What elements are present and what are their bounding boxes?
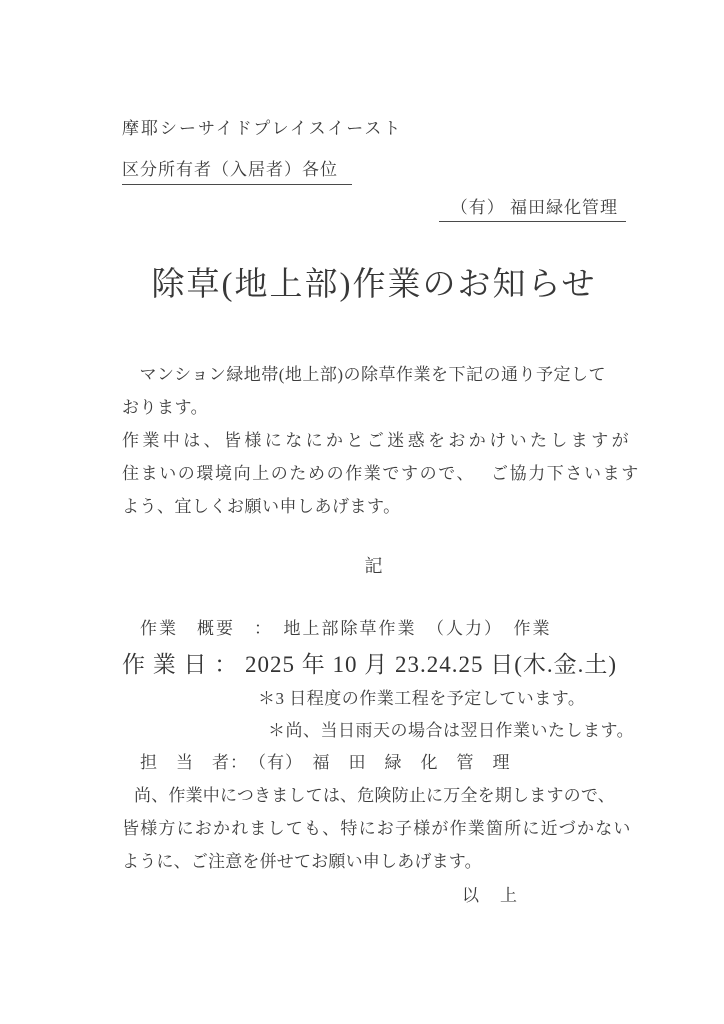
page-title: 除草(地上部)作業のお知らせ [151, 267, 597, 303]
work-overview-line: 作業 概要 ： 地上部除草作業 （人力） 作業 [140, 619, 552, 638]
closing-line-2: 皆様方におかれましても、特にお子様が作業箇所に近づかない [122, 819, 632, 838]
note-rain: ＊尚、当日雨天の場合は翌日作業いたします。 [268, 721, 635, 740]
end-marker: 以 上 [462, 886, 519, 905]
document-content [122, 0, 640, 1024]
work-date-line: 作 業 日 ： 2025 年 10 月 23.24.25 日(木.金.土) [122, 652, 618, 677]
sender-name: （有） 福田緑化管理 [439, 193, 626, 222]
intro-line-1: マンション緑地帯(地上部)の除草作業を下記の通り予定して [122, 365, 607, 384]
note-duration: ＊3 日程度の作業工程を予定しています。 [258, 689, 586, 708]
intro-line-3: 作業中は、皆様になにかとご迷惑をおかけいたしますが [122, 431, 632, 450]
intro-line-5: よう、宜しくお願い申しあげます。 [122, 497, 401, 516]
manager-line: 担 当 者： （有） 福 田 緑 化 管 理 [140, 753, 511, 772]
record-marker: 記 [364, 556, 384, 576]
intro-line-2: おります。 [122, 398, 209, 417]
intro-paragraph [122, 358, 640, 523]
intro-line-4: 住まいの環境向上のための作業ですので、 ご協力下さいます [122, 464, 640, 483]
recipient-line: 区分所有者（入居者）各位 [122, 158, 352, 185]
closing-paragraph [122, 779, 632, 878]
closing-line-3: ように、ご注意を併せてお願い申しあげます。 [122, 852, 482, 871]
closing-line-1: 尚、作業中につきましては、危険防止に万全を期しますので、 [134, 786, 615, 805]
details-section [122, 614, 635, 779]
sender-row [122, 193, 626, 222]
recipient-building: 摩耶シーサイドプレイスイースト [122, 119, 403, 138]
